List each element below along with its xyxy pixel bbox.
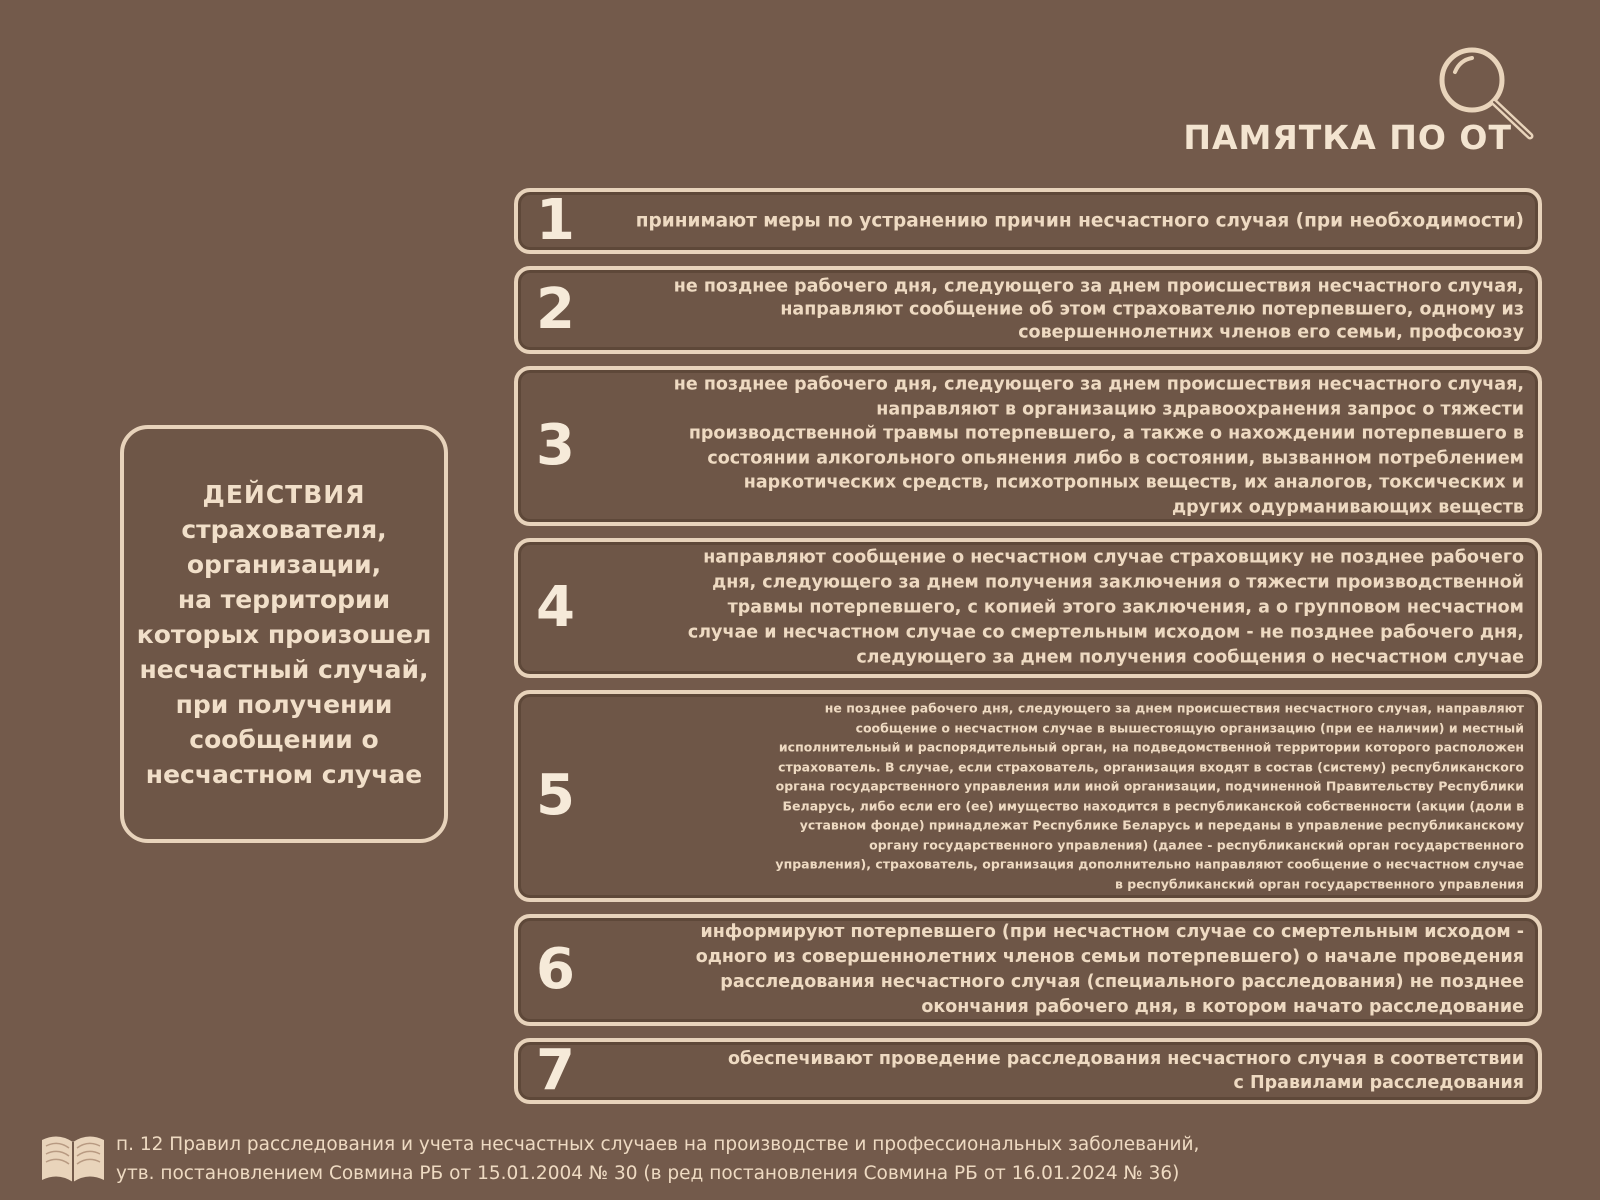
book-icon xyxy=(38,1126,108,1186)
step-text-line: не позднее рабочего дня, следующего за днем происшествия несчастного случая, xyxy=(673,374,1524,395)
step-text-line: дня, следующего за днем получения заключения о тяжести производственной xyxy=(712,572,1524,593)
step-number: 2 xyxy=(536,277,575,342)
step-text-line: не позднее рабочего дня, следующего за днем происшествия несчастного случая, направляют xyxy=(824,700,1524,716)
step-number: 4 xyxy=(536,575,575,640)
actions-title-line: сообщении о xyxy=(189,724,379,754)
step-text-line: производственной травмы потерпевшего, а также о нахождении потерпевшего в xyxy=(688,423,1524,444)
actions-title-line: несчастный случай, xyxy=(139,654,429,684)
step-number: 3 xyxy=(536,413,575,478)
step-text-line: исполнительный и распорядительный орган, на подведомственной территории которого расположен xyxy=(778,739,1524,755)
step-text-line: не позднее рабочего дня, следующего за днем происшествия несчастного случая, xyxy=(673,276,1524,297)
step-text-line: состоянии алкогольного опьянения либо в состоянии, вызванном потреблением xyxy=(707,448,1524,468)
step-text-line: совершеннолетних членов его семьи, профсоюзу xyxy=(1018,322,1524,343)
step-text-line: управления), страхователь, организация дополнительно направляют сообщение о несчастном случае xyxy=(775,856,1524,872)
step-number: 6 xyxy=(536,937,575,1002)
step-text-line: уставном фонде) принадлежат Республике Беларусь и переданы в управление республиканскому xyxy=(799,817,1524,833)
step-5 xyxy=(514,690,1542,902)
footer-line: п. 12 Правил расследования и учета несчастных случаев на производстве и профессиональных заболеваний, xyxy=(116,1134,1200,1155)
actions-title-line: ДЕЙСТВИЯ xyxy=(202,479,366,509)
step-text-line: обеспечивают проведение расследования несчастного случая в соответствии xyxy=(728,1049,1524,1069)
step-4 xyxy=(514,538,1542,678)
step-text xyxy=(600,276,1524,345)
step-text-line: Беларусь, либо если его (ее) имущество находится в республиканской собственности (акции (доли в xyxy=(782,798,1524,813)
step-text-line: с Правилами расследования xyxy=(1233,1073,1524,1093)
step-text-line: информируют потерпевшего (при несчастном случае со смертельным исходом - xyxy=(700,922,1524,942)
step-text xyxy=(600,920,1524,1020)
step-number: 7 xyxy=(536,1038,575,1103)
step-text-line: случае и несчастном случае со смертельным исходом - не позднее рабочего дня, xyxy=(687,622,1524,643)
step-text xyxy=(600,1047,1524,1095)
step-text-line: травмы потерпевшего, с копией этого заключения, а о групповом несчастном xyxy=(727,597,1524,618)
step-6 xyxy=(514,914,1542,1026)
step-2 xyxy=(514,266,1542,354)
footer-text xyxy=(116,1130,1199,1188)
step-text-line: направляют сообщение об этом страхователю потерпевшего, одному из xyxy=(780,299,1524,320)
step-1 xyxy=(514,188,1542,254)
step-text xyxy=(600,699,1524,894)
step-text-line: расследования несчастного случая (специального расследования) не позднее xyxy=(720,972,1524,992)
step-text-line: направляют в организацию здравоохранения запрос о тяжести xyxy=(876,399,1524,419)
step-text-line: органу государственного управления) (далее - республиканский орган государственного xyxy=(869,837,1524,852)
step-3 xyxy=(514,366,1542,526)
magnifier-icon xyxy=(1430,40,1550,150)
step-7 xyxy=(514,1038,1542,1104)
actions-title-line: несчастном случае xyxy=(145,759,423,789)
step-text-line: других одурманивающих веществ xyxy=(1171,497,1524,517)
step-text-line: направляют сообщение о несчастном случае страховщику не позднее рабочего xyxy=(703,547,1524,568)
step-text-line: следующего за днем получения сообщения о несчастном случае xyxy=(856,647,1524,668)
step-text-line: органа государственного управления или иной организации, подчиненной Правительству Республики xyxy=(775,778,1524,794)
step-text-line: наркотических средств, психотропных веществ, их аналогов, токсических и xyxy=(743,472,1524,493)
actions-title-line: страхователя, xyxy=(181,514,387,544)
step-text-line: одного из совершеннолетних членов семьи потерпевшего) о начале проведения xyxy=(695,947,1524,967)
actions-title-line: при получении xyxy=(175,689,393,719)
actions-title-line: на территории xyxy=(177,584,391,614)
step-text xyxy=(600,373,1524,520)
actions-title-box xyxy=(120,425,448,843)
step-text xyxy=(600,546,1524,671)
step-number: 1 xyxy=(536,188,575,253)
footer-line: утв. постановлением Совмина РБ от 15.01.2004 № 30 (в ред постановления Совмина РБ от 16.01.2024 № 36) xyxy=(116,1163,1180,1184)
step-text-line: принимают меры по устранению причин несчастного случая (при необходимости) xyxy=(635,210,1524,232)
actions-title-line: которых произошел xyxy=(136,619,432,649)
step-text-line: страхователь. В случае, если страхователь, организация входят в состав (систему) республиканского xyxy=(778,759,1524,774)
step-text-line: окончания рабочего дня, в котором начато расследование xyxy=(921,997,1524,1017)
actions-title-line: организации, xyxy=(186,549,382,579)
step-text-line: сообщение о несчастном случае в вышестоящую организацию (при ее наличии) и местный xyxy=(855,720,1524,735)
step-text xyxy=(600,209,1524,234)
page-title: ПАМЯТКА ПО ОТ xyxy=(1183,118,1512,157)
step-text-line: в республиканский орган государственного управления xyxy=(1115,876,1524,891)
step-number: 5 xyxy=(536,763,575,828)
